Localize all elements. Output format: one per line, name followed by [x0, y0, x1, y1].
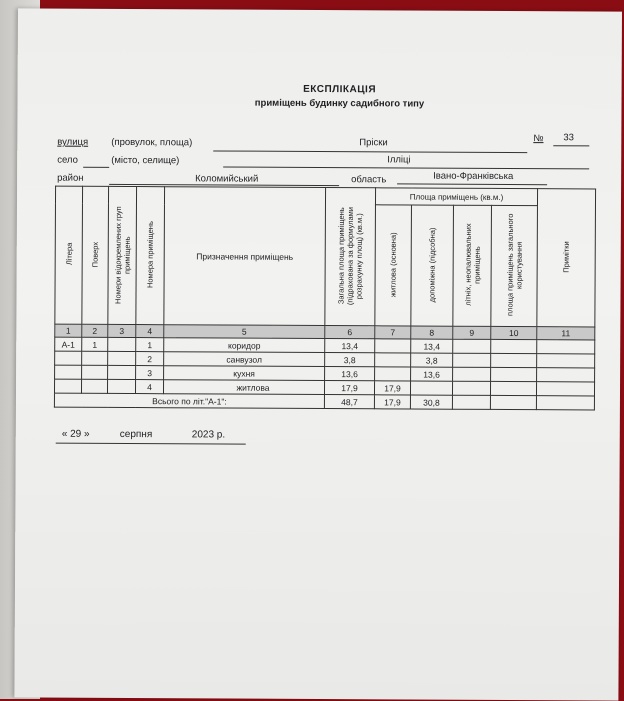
cell-purpose: санвузол	[164, 352, 325, 367]
village-alt-label: (місто, селище)	[111, 154, 180, 167]
region-underline	[397, 183, 547, 185]
date-month: серпня	[119, 428, 153, 441]
cell-group	[107, 379, 135, 393]
cell-aux: 3,8	[411, 353, 453, 367]
cell-common	[491, 353, 537, 367]
cell-notes	[536, 382, 594, 396]
total-living: 17,9	[374, 395, 410, 409]
cell-living	[375, 339, 411, 353]
cell-summer	[453, 339, 491, 353]
cell-living: 17,9	[374, 381, 410, 395]
col-number: 10	[491, 326, 537, 339]
col-number: 1	[55, 324, 82, 337]
street-alt-label: (провулок, площа)	[111, 136, 193, 149]
explication-table	[54, 186, 596, 411]
col-header-groups: Номери відокремлених груп приміщень	[108, 186, 137, 324]
cell-floor	[81, 379, 107, 393]
cell-summer	[452, 381, 490, 395]
cell-living	[375, 367, 411, 381]
cell-litera: А-1	[55, 337, 82, 351]
col-number: 5	[164, 325, 325, 339]
document-title: ЕКСПЛІКАЦІЯ	[303, 83, 377, 96]
col-header-purpose: Призначення приміщень	[164, 187, 326, 326]
col-header-litera: Літера	[55, 186, 83, 324]
col-header-area-group: Площа приміщень (кв.м.)	[375, 188, 537, 206]
cell-room: 2	[136, 352, 164, 366]
cell-purpose: житлова	[163, 380, 324, 395]
cell-litera	[54, 379, 81, 393]
col-number: 3	[108, 324, 136, 337]
cell-group	[108, 337, 136, 351]
street-value: Пріски	[359, 137, 388, 149]
cell-common	[491, 367, 537, 381]
col-number: 8	[411, 326, 453, 339]
cell-notes	[537, 368, 595, 382]
cell-total: 13,6	[325, 367, 375, 381]
district-label: район	[57, 172, 84, 184]
cell-litera	[55, 351, 82, 365]
total-aux: 30,8	[410, 395, 452, 409]
col-number: 7	[375, 326, 411, 339]
col-header-living: житлова (основна)	[375, 205, 412, 326]
village-underline	[223, 166, 589, 169]
cell-purpose: кухня	[164, 366, 325, 381]
cell-room: 3	[136, 366, 164, 380]
col-header-total-area: Загальна площа приміщень (підрахована за формулами розрахунку площ) (кв.м.)	[325, 188, 376, 326]
cell-summer	[453, 367, 491, 381]
cell-total: 17,9	[324, 381, 374, 395]
total-row	[54, 393, 594, 410]
col-number: 11	[537, 327, 595, 340]
col-header-auxiliary: допоміжна (підсобна)	[411, 205, 454, 326]
cell-aux: 13,6	[411, 367, 453, 381]
number-value: 33	[563, 132, 574, 144]
total-notes	[536, 396, 594, 410]
cell-common	[490, 381, 536, 395]
village-value: Ілліці	[387, 154, 411, 166]
col-header-notes: Примітки	[537, 189, 596, 327]
cell-aux	[410, 381, 452, 395]
region-label: область	[351, 174, 387, 186]
document-sheet	[14, 8, 622, 700]
cell-group	[108, 365, 136, 379]
cell-purpose: коридор	[164, 338, 325, 353]
col-number: 9	[453, 326, 491, 339]
date-day: « 29 »	[61, 428, 90, 440]
cell-litera	[55, 365, 82, 379]
cell-group	[108, 351, 136, 365]
district-value: Коломийський	[195, 173, 259, 185]
total-common	[490, 395, 536, 409]
street-underline	[213, 150, 527, 153]
col-header-rooms: Номера приміщень	[136, 187, 165, 325]
cell-floor	[82, 351, 108, 365]
cell-floor	[82, 365, 108, 379]
col-header-summer: літніх, неопалювальних приміщень	[453, 205, 492, 326]
cell-floor: 1	[82, 337, 108, 351]
cell-total: 13,4	[325, 339, 375, 353]
total-area: 48,7	[324, 395, 374, 409]
region-value: Івано-Франківська	[433, 170, 514, 183]
cell-room: 1	[136, 338, 164, 352]
date-year: 2023 р.	[191, 429, 226, 441]
cell-notes	[537, 340, 595, 354]
cell-common	[491, 339, 537, 353]
street-label: вулиця	[57, 136, 89, 148]
cell-aux: 13,4	[411, 339, 453, 353]
col-header-floor: Поверх	[82, 186, 109, 324]
col-header-common: площа приміщень загального користування	[491, 205, 538, 326]
cell-room: 4	[135, 380, 163, 394]
number-label: №	[533, 133, 544, 145]
cell-total: 3,8	[325, 353, 375, 367]
number-underline	[553, 145, 589, 146]
col-number: 4	[136, 325, 164, 338]
cell-notes	[537, 354, 595, 368]
village-label-underline	[83, 167, 109, 168]
cell-living	[375, 353, 411, 367]
date-underline	[56, 443, 246, 445]
document-subtitle: приміщень будинку садибного типу	[254, 97, 425, 110]
cell-summer	[453, 353, 491, 367]
col-number: 2	[82, 324, 108, 337]
total-label: Всього по літ."А-1":	[54, 393, 324, 408]
col-number: 6	[325, 326, 375, 339]
village-label: село	[57, 154, 78, 166]
total-summer	[452, 395, 490, 409]
